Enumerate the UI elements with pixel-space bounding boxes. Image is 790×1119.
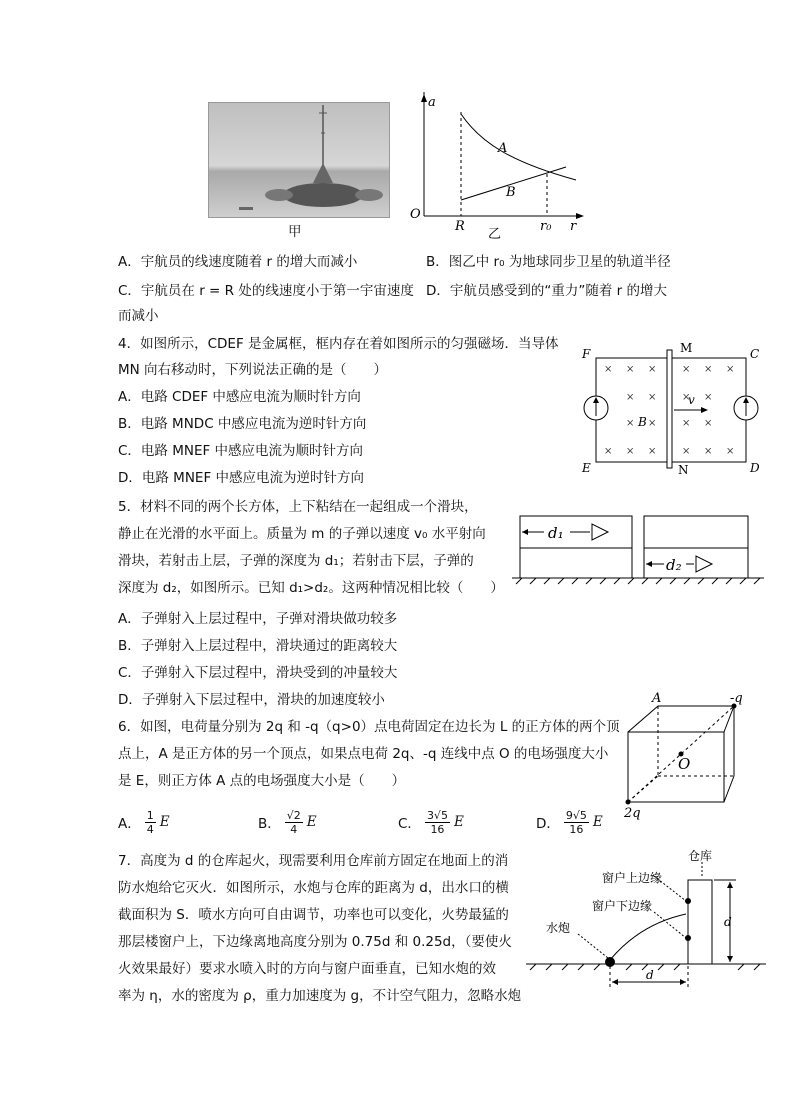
- q4-option-c: C．电路 MNEF 中感应电流为顺时针方向: [118, 443, 364, 459]
- q6-option-label: A．: [118, 816, 141, 832]
- q6-option-fraction: [425, 809, 450, 836]
- label-F: F: [582, 347, 591, 361]
- q6-stem-line3: 是 E，则正方体 A 点的电场强度大小是（ ）: [118, 773, 406, 789]
- tick-R: R: [455, 219, 465, 234]
- label-d1: d₁: [548, 524, 564, 542]
- label-v: v: [688, 393, 695, 407]
- svg-text:×: ×: [726, 446, 735, 457]
- q6-option-E: E: [159, 814, 170, 830]
- label-C: C: [750, 347, 760, 361]
- q4-option-d: D．电路 MNEF 中感应电流为逆时针方向: [118, 470, 365, 486]
- svg-text:×: ×: [682, 364, 691, 375]
- q5-option-c: C．子弹射入下层过程中，滑块受到的冲量较大: [118, 665, 398, 681]
- q3-option-c: C．宇航员在 r = R 处的线速度小于第一宇宙速度: [118, 283, 414, 299]
- fraction-denominator: 16: [430, 822, 445, 836]
- label-warehouse: 仓库: [688, 849, 713, 863]
- label-window-lower: 窗户下边缘: [592, 899, 653, 913]
- q6-option-E: E: [453, 814, 464, 830]
- q5-stem-line4: 深度为 d₂，如图所示。已知 d₁>d₂。这两种情况相比较（ ）: [118, 580, 504, 596]
- axis-label-r: r: [570, 219, 577, 234]
- q5-option-d: D．子弹射入下层过程中，滑块的加速度较小: [118, 692, 385, 708]
- svg-text:×: ×: [704, 418, 713, 429]
- label-D: D: [750, 461, 760, 475]
- fraction-numerator: √2: [286, 808, 301, 822]
- svg-text:×: ×: [726, 364, 735, 375]
- fraction-denominator: 4: [146, 822, 154, 836]
- svg-text:×: ×: [626, 418, 635, 429]
- q4-stem-line1: 4．如图所示，CDEF 是金属框，框内存在着如图所示的匀强磁场．当导体: [118, 336, 559, 352]
- svg-text:×: ×: [682, 392, 691, 403]
- q7-stem-line6: 率为 η，水的密度为 ρ，重力加速度为 g，不计空气阻力，忽略水炮: [118, 988, 522, 1004]
- q3-option-b: B．图乙中 r₀ 为地球同步卫星的轨道半径: [426, 254, 671, 270]
- acceleration-graph: [400, 92, 590, 242]
- label-d2: d₂: [666, 556, 682, 574]
- cube-label-O: O: [678, 755, 691, 773]
- svg-text:×: ×: [604, 364, 613, 375]
- q3-option-d: D．宇航员感受到的“重力”随着 r 的增大: [426, 283, 668, 299]
- svg-text:×: ×: [648, 364, 657, 375]
- q5-stem-line1: 5．材料不同的两个长方体，上下粘结在一起组成一个滑块，: [118, 499, 478, 515]
- space-elevator-photo: [208, 102, 390, 218]
- q3-option-a: A．宇航员的线速度随着 r 的增大而减小: [118, 254, 358, 270]
- svg-text:×: ×: [704, 392, 713, 403]
- q6-stem-line2: 点上，A 是正方体的另一个顶点，如果点电荷 2q、-q 连线中点 O 的电场强度大小: [118, 746, 609, 762]
- q4-option-a: A．电路 CDEF 中感应电流为顺时针方向: [118, 389, 361, 405]
- q6-option-E: E: [592, 814, 603, 830]
- fire-cannon-figure: [520, 842, 770, 992]
- label-distance-d: d: [646, 968, 654, 982]
- q6-option-label: B．: [258, 816, 281, 832]
- q7-stem-line3: 截面积为 S．喷水方向可自由调节，功率也可以变化，火势最猛的: [118, 907, 509, 923]
- q6-option-fraction: [564, 809, 589, 836]
- label-window-upper: 窗户上边缘: [602, 871, 663, 885]
- label-M: M: [680, 342, 693, 355]
- metal-frame-figure: [570, 342, 780, 478]
- cube-label-2q: 2q: [624, 806, 641, 820]
- q7-stem-line5: 火效果最好）要求水喷入时的方向与窗户面垂直，已知水炮的效: [118, 961, 496, 977]
- q6-option-fraction: [145, 809, 156, 836]
- q6-option-a: [118, 802, 170, 842]
- cube-figure: [612, 690, 762, 820]
- svg-text:×: ×: [626, 392, 635, 403]
- q7-stem-line4: 那层楼窗户上，下边缘离地高度分别为 0.75d 和 0.25d，（要使火: [118, 934, 512, 950]
- svg-text:×: ×: [648, 392, 657, 403]
- svg-text:×: ×: [704, 364, 713, 375]
- q6-option-E: E: [306, 814, 317, 830]
- figure-caption-yi: 乙: [488, 227, 502, 242]
- q7-stem-line2: 防水炮给它灭火．如图所示，水炮与仓库的距离为 d，出水口的横: [118, 880, 509, 896]
- fraction-numerator: 1: [146, 808, 154, 822]
- figure-caption-jia: 甲: [288, 224, 302, 240]
- svg-text:×: ×: [626, 364, 635, 375]
- label-N: N: [678, 463, 689, 477]
- cube-label-A: A: [652, 691, 662, 706]
- q5-option-b: B．子弹射入上层过程中，滑块通过的距离较大: [118, 638, 398, 654]
- svg-text:×: ×: [648, 418, 657, 429]
- q5-option-a: A．子弹射入上层过程中，子弹对滑块做功较多: [118, 611, 398, 627]
- bullet-block-figure: [508, 508, 768, 586]
- q4-option-b: B．电路 MNDC 中感应电流为逆时针方向: [118, 416, 367, 432]
- q4-stem-line2: MN 向右移动时，下列说法正确的是（ ）: [118, 362, 388, 378]
- q3-option-d-cont: 而减小: [118, 308, 159, 324]
- curve-label-A: A: [498, 141, 508, 156]
- label-B-field: B: [638, 415, 647, 429]
- tick-r0: r₀: [540, 219, 552, 234]
- q6-option-fraction: [285, 809, 303, 836]
- q6-option-label: C．: [398, 816, 421, 832]
- q6-option-label: D．: [536, 816, 560, 832]
- q6-stem-line1: 6．如图，电荷量分别为 2q 和 -q（q>0）点电荷固定在边长为 L 的正方体的两个顶: [118, 719, 620, 735]
- q6-option-b: [258, 802, 317, 842]
- svg-text:×: ×: [682, 418, 691, 429]
- fraction-denominator: 16: [569, 822, 584, 836]
- q6-option-c: [398, 802, 464, 842]
- svg-text:×: ×: [704, 446, 713, 457]
- label-E: E: [582, 461, 591, 475]
- svg-text:×: ×: [626, 446, 635, 457]
- label-height-d: d: [724, 915, 732, 929]
- line-label-B: B: [506, 185, 516, 200]
- origin-label: O: [410, 207, 421, 222]
- label-cannon: 水炮: [546, 921, 571, 935]
- svg-text:×: ×: [682, 446, 691, 457]
- svg-text:×: ×: [604, 446, 613, 457]
- cube-label-minus-q: -q: [730, 691, 743, 706]
- axis-label-a: a: [428, 95, 436, 110]
- q5-stem-line3: 滑块，若射击上层，子弹的深度为 d₁；若射击下层，子弹的: [118, 553, 474, 569]
- svg-text:×: ×: [648, 446, 657, 457]
- q6-option-d: [536, 802, 603, 842]
- q5-stem-line2: 静止在光滑的水平面上。质量为 m 的子弹以速度 v₀ 水平射向: [118, 526, 486, 542]
- fraction-numerator: 9√5: [565, 808, 587, 822]
- fraction-numerator: 3√5: [426, 808, 448, 822]
- q7-stem-line1: 7．高度为 d 的仓库起火，现需要利用仓库前方固定在地面上的消: [118, 853, 509, 869]
- fraction-denominator: 4: [290, 822, 298, 836]
